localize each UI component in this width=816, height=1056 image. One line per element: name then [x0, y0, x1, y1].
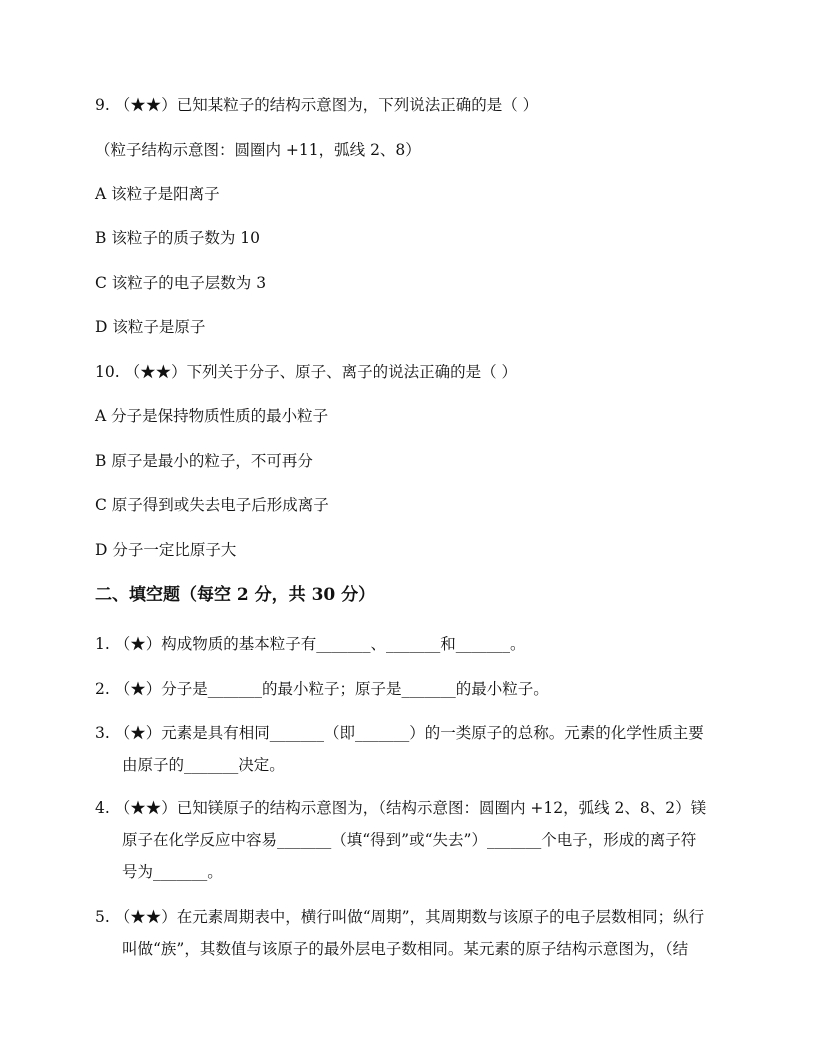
question-10-option-a: A 分子是保持物质性质的最小粒子: [95, 407, 329, 425]
fill-question-1: 1. （★）构成物质的基本粒子有_______、_______和_______。: [95, 635, 526, 653]
fill-question-4-line-3: 号为_______。: [122, 863, 223, 881]
question-10-option-c: C 原子得到或失去电子后形成离子: [95, 496, 329, 514]
fill-question-5-line-2: 叫做“族”，其数值与该原子的最外层电子数相同。某元素的原子结构示意图为，（结: [122, 940, 689, 958]
question-9-option-b: B 该粒子的质子数为 10: [95, 229, 260, 247]
question-9-option-d: D 该粒子是原子: [95, 318, 206, 336]
question-9-option-c: C 该粒子的电子层数为 3: [95, 274, 267, 292]
question-10-stem: 10. （★★）下列关于分子、原子、离子的说法正确的是（ ）: [95, 363, 518, 381]
question-10-option-d: D 分子一定比原子大: [95, 541, 237, 559]
fill-question-3-line-1: 3. （★）元素是具有相同_______（即_______）的一类原子的总称。元素的化学性质主要: [95, 724, 704, 742]
question-9-option-a: A 该粒子是阳离子: [95, 185, 220, 203]
fill-question-3-line-2: 由原子的_______决定。: [122, 756, 285, 774]
question-9-stem: 9. （★★）已知某粒子的结构示意图为，下列说法正确的是（ ）: [95, 96, 539, 114]
question-9-diagram-note: （粒子结构示意图：圆圈内 +11，弧线 2、8）: [95, 141, 421, 159]
fill-question-5-line-1: 5. （★★）在元素周期表中，横行叫做“周期”，其周期数与该原子的电子层数相同；纵行: [95, 908, 705, 926]
question-10-option-b: B 原子是最小的粒子，不可再分: [95, 452, 313, 470]
fill-question-4-line-1: 4. （★★）已知镁原子的结构示意图为，（结构示意图：圆圈内 +12，弧线 2、8、2）镁: [95, 799, 707, 817]
fill-question-2: 2. （★）分子是_______的最小粒子；原子是_______的最小粒子。: [95, 680, 549, 698]
fill-question-4-line-2: 原子在化学反应中容易_______（填“得到”或“失去”）_______个电子，形成的离子符: [122, 831, 697, 849]
section-heading-fill-in: 二、填空题（每空 2 分，共 30 分）: [95, 585, 376, 605]
